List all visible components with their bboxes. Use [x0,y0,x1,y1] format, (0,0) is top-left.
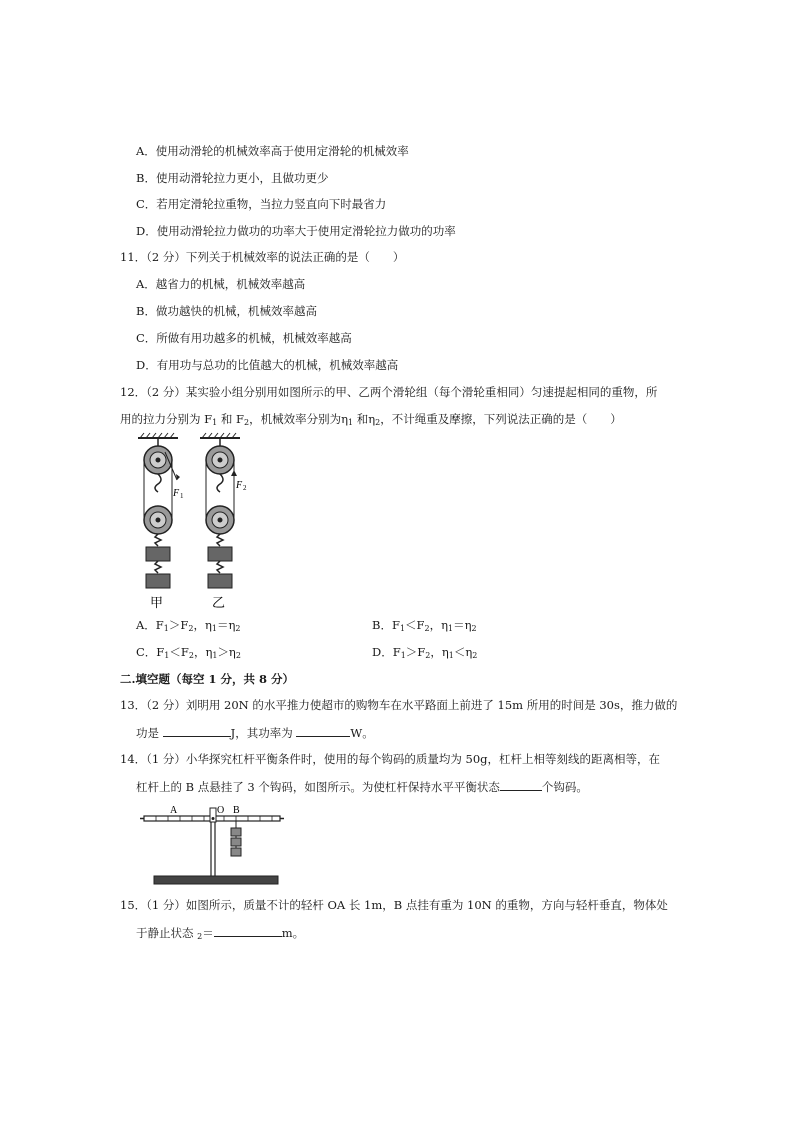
q12-a-sub4: 2 [235,624,241,633]
q12-b-prefix: B．F [372,618,400,632]
q12-stem-part-c: ，机械效率分别为η [249,412,349,426]
force-label-f1-sub: 1 [180,492,184,500]
q12-c-rel: ＜F [169,645,189,659]
q15-line2 [136,924,304,945]
q12-stem-part-e: ，不计绳重及摩擦，下列说法正确的是（ ） [380,412,622,426]
q12-stem-part-b: 和 F [217,412,245,426]
q12-sub-2b: 2 [375,418,381,427]
figure-label-jia: 甲 [150,596,164,611]
q12-d-prefix: D．F [372,645,401,659]
q12-b-sub4: 2 [471,624,477,633]
q12-b-mid: ，η [429,618,448,632]
q13-blank-power[interactable] [296,724,350,737]
section-title-fill-in: 二.填空题（每空 1 分，共 8 分） [120,672,295,686]
q11-option-d: D．有用功与总功的比值越大的机械，机械效率越高 [136,358,399,372]
q12-d-sub2: 2 [425,651,431,660]
force-label-f2-sub: 2 [243,484,247,492]
q12-c-sub2: 2 [188,651,194,660]
q14-line2 [136,778,588,795]
q10-option-c: C．若用定滑轮拉重物，当拉力竖直向下时最省力 [136,197,387,211]
lever-label-o: O [217,805,225,816]
q12-c-prefix: C．F [136,645,165,659]
figure-label-yi: 乙 [212,596,226,611]
q10-option-a: A．使用动滑轮的机械效率高于使用定滑轮的机械效率 [136,144,409,158]
q15-blank-length[interactable] [214,924,282,937]
q12-option-a [136,617,240,637]
pulley-system-left [144,438,180,588]
q12-option-d [372,644,477,664]
q12-stem-part-a: 用的拉力分别为 F [120,412,213,426]
q12-option-c [136,644,241,664]
q12-sub-1a: 1 [212,418,218,427]
hanging-weights [231,821,241,856]
q10-option-b: B．使用动滑轮拉力更小，且做功更少 [136,171,329,185]
q12-a-rel2: ＝η [216,618,236,632]
q12-c-rel2: ＞η [217,645,236,659]
q12-b-rel2: ＝η [453,618,472,632]
q15-line1: 15．（1 分）如图所示，质量不计的轻杆 OA 长 1m，B 点挂有重为 10N 的重物，方向与轻杆垂直，物体处 [120,898,668,912]
q12-c-sub4: 2 [235,651,241,660]
q14-line1: 14．（1 分）小华探究杠杆平衡条件时，使用的每个钩码的质量均为 50g，杠杆上相等刻线的距离相等，在 [120,752,661,766]
q14-blank-count[interactable] [500,778,542,791]
q13-line1: 13．（2 分）刘明用 20N 的水平推力使超市的购物车在水平路面上前进了 15m 所用的时间是 30s，推力做的 [120,698,678,712]
q15-part-b: ＝ [202,926,214,940]
q14-part-b: 个钩码。 [541,780,588,794]
q12-stem-line1: 12．（2 分）某实验小组分别用如图所示的甲、乙两个滑轮组（每个滑轮重相同）匀速提起相同的重物，所 [120,385,658,399]
q12-sub-1b: 1 [348,418,354,427]
pulley-system-right [206,438,237,588]
pulley-figure [132,432,252,614]
q12-a-sub2: 2 [188,624,194,633]
q12-a-prefix: A．F [136,618,164,632]
q12-a-sub3: 1 [211,624,217,633]
q12-a-mid: ，η [193,618,212,632]
q12-d-sub1: 1 [400,651,406,660]
q12-stem-part-d: 和η [353,412,376,426]
q13-part-a: 功是 [136,726,163,740]
q12-option-b [372,617,477,637]
q14-part-a: 杠杆上的 B 点悬挂了 3 个钩码，如图所示。为使杠杆保持水平平衡状态 [136,780,500,794]
lever-stand [154,822,278,884]
q12-b-sub2: 2 [424,624,430,633]
q12-d-rel2: ＜η [453,645,473,659]
q11-option-b: B．做功越快的机械，机械效率越高 [136,304,317,318]
q15-part-c: m。 [281,926,305,940]
q12-sub-2a: 2 [244,418,250,427]
q12-a-rel: ＞F [168,618,189,632]
lever-label-a: A [170,805,178,816]
ceiling-right [200,433,240,438]
q12-c-sub3: 1 [212,651,218,660]
q15-part-a: 于静止状态 [136,926,198,940]
q13-part-b: J，其功率为 [230,726,297,740]
q12-d-sub3: 1 [448,651,454,660]
q12-b-rel: ＜F [405,618,425,632]
q13-part-c: W。 [350,726,374,740]
q12-a-sub1: 1 [163,624,169,633]
q12-c-mid: ，η [193,645,213,659]
lever-pivot [210,808,216,822]
q15-sub: 2 [197,932,203,941]
q11-option-a: A．越省力的机械，机械效率越高 [136,277,306,291]
force-label-f2: F [236,480,243,491]
q11-stem: 11．（2 分）下列关于机械效率的说法正确的是（ ） [120,250,405,264]
q13-line2 [136,724,374,741]
q10-option-d: D．使用动滑轮拉力做功的功率大于使用定滑轮拉力做功的功率 [136,224,456,238]
q12-b-sub1: 1 [399,624,406,633]
lever-label-b: B [233,805,240,816]
q12-d-mid: ，η [430,645,449,659]
q12-d-rel: ＞F [405,645,426,659]
ceiling-left [138,433,178,438]
q13-blank-work[interactable] [163,724,231,737]
q12-d-sub4: 2 [472,651,478,660]
force-label-f1: F [173,488,180,499]
q12-b-sub3: 1 [448,624,454,633]
lever-figure [138,798,288,888]
q12-c-sub1: 1 [164,651,170,660]
q12-stem-line2 [120,411,622,431]
q11-option-c: C．所做有用功越多的机械，机械效率越高 [136,331,352,345]
